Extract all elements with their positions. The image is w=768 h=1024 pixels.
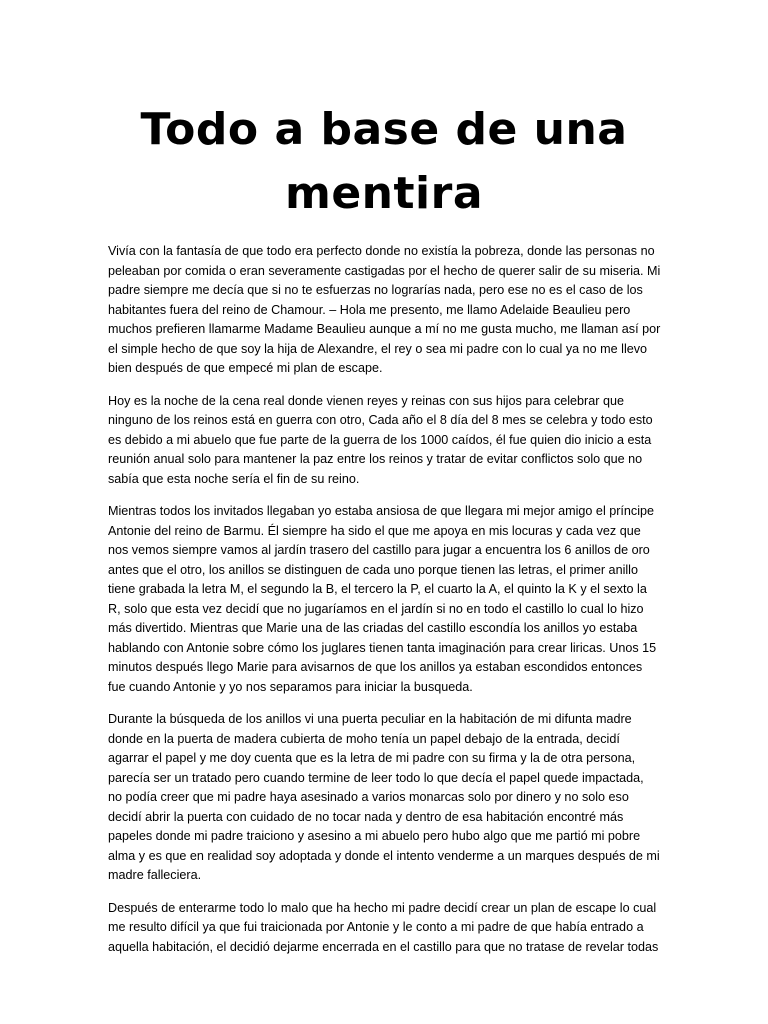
paragraph-3: Mientras todos los invitados llegaban yo estaba ansiosa de que llegara mi mejor amigo el príncipe Antonie del reino de Barmu. Él siempre ha sido el que me apoya en mis locuras y cada vez que nos vemos siempre vamos al jardín trasero del castillo para jugar a encuentra los 6 anillos de oro antes que el otro, los anillos se distinguen de cada uno porque tienen las letras, el primer anillo tiene grabada la letra M, el segundo la B, el tercero la P, el cuarto la A, el quinto la K y el sexto la R, solo que esta vez decidí que no jugaríamos en el jardín si no en todo el castillo lo cual lo hizo más divertido. Mientras que Marie una de las criadas del castillo escondía los anillos yo estaba hablando con Antonie sobre cómo los juglares tienen tanta imaginación para crear liricas. Unos 15 minutos después llego Marie para avisarnos de que los anillos ya estaban escondidos entonces fue cuando Antonie y yo nos separamos para iniciar la busqueda.: [108, 504, 657, 694]
paragraph-1: Vivía con la fantasía de que todo era perfecto donde no existía la pobreza, donde las personas no peleaban por comida o eran severamente castigadas por el hecho de querer salir de su miseria. Mi padre siempre me decía que si no te esfuerzas no lograrías nada, pero ese no es el caso de los habitantes fuera del reino de Chamour. – Hola me presento, me llamo Adelaide Beaulieu pero muchos prefieren llamarme Madame Beaulieu aunque a mí no me gusta mucho, me llaman así por el simple hecho de que soy la hija de Alexandre, el rey o sea mi padre con lo cual ya no me llevo bien después de que empecé mi plan de escape.: [108, 244, 661, 375]
title-line-1: Todo a base de una: [140, 104, 628, 155]
paragraph-5: Después de enterarme todo lo malo que ha hecho mi padre decidí crear un plan de escape lo cual me resulto difícil ya que fui traicionada por Antonie y le conto a mi padre de que había entrado a aquella habitación, el decidió dejarme encerrada en el castillo para que no tratase de revelar todas: [108, 900, 659, 954]
paragraph-2: Hoy es la noche de la cena real donde vienen reyes y reinas con sus hijos para celebrar que ninguno de los reinos está en guerra con otro, Cada año el 8 día del 8 mes se celebra y todo esto es debido a mi abuelo que fue parte de la guerra de los 1000 caídos, él fue quien dio inicio a esta reunión anual solo para mantener la paz entre los reinos y tratar de evitar conflictos solo que no sabía que esta noche sería el fin de su reino.: [108, 393, 653, 486]
paragraph-4: Durante la búsqueda de los anillos vi una puerta peculiar en la habitación de mi difunta madre donde en la puerta de madera cubierta de moho tenía un papel debajo de la entrada, decidí agarrar el papel y me doy cuenta que es la letra de mi padre con su firma y la de otra persona, parecía ser un tratado pero cuando termine de leer todo lo que decía el papel quede impactada, no podía creer que mi padre haya asesinado a varios monarcas solo por dinero y no solo eso decidí abrir la puerta con cuidado de no tocar nada y dentro de esa habitación encontré más papeles donde mi padre traiciono y asesino a mi abuelo pero hubo algo que me partió mi pobre alma y es que en realidad soy adoptada y donde el intento venderme a un marques después de mi madre falleciera.: [108, 712, 660, 882]
document-title: [60, 98, 708, 226]
document-body: [108, 242, 661, 970]
title-line-2: mentira: [284, 168, 484, 219]
